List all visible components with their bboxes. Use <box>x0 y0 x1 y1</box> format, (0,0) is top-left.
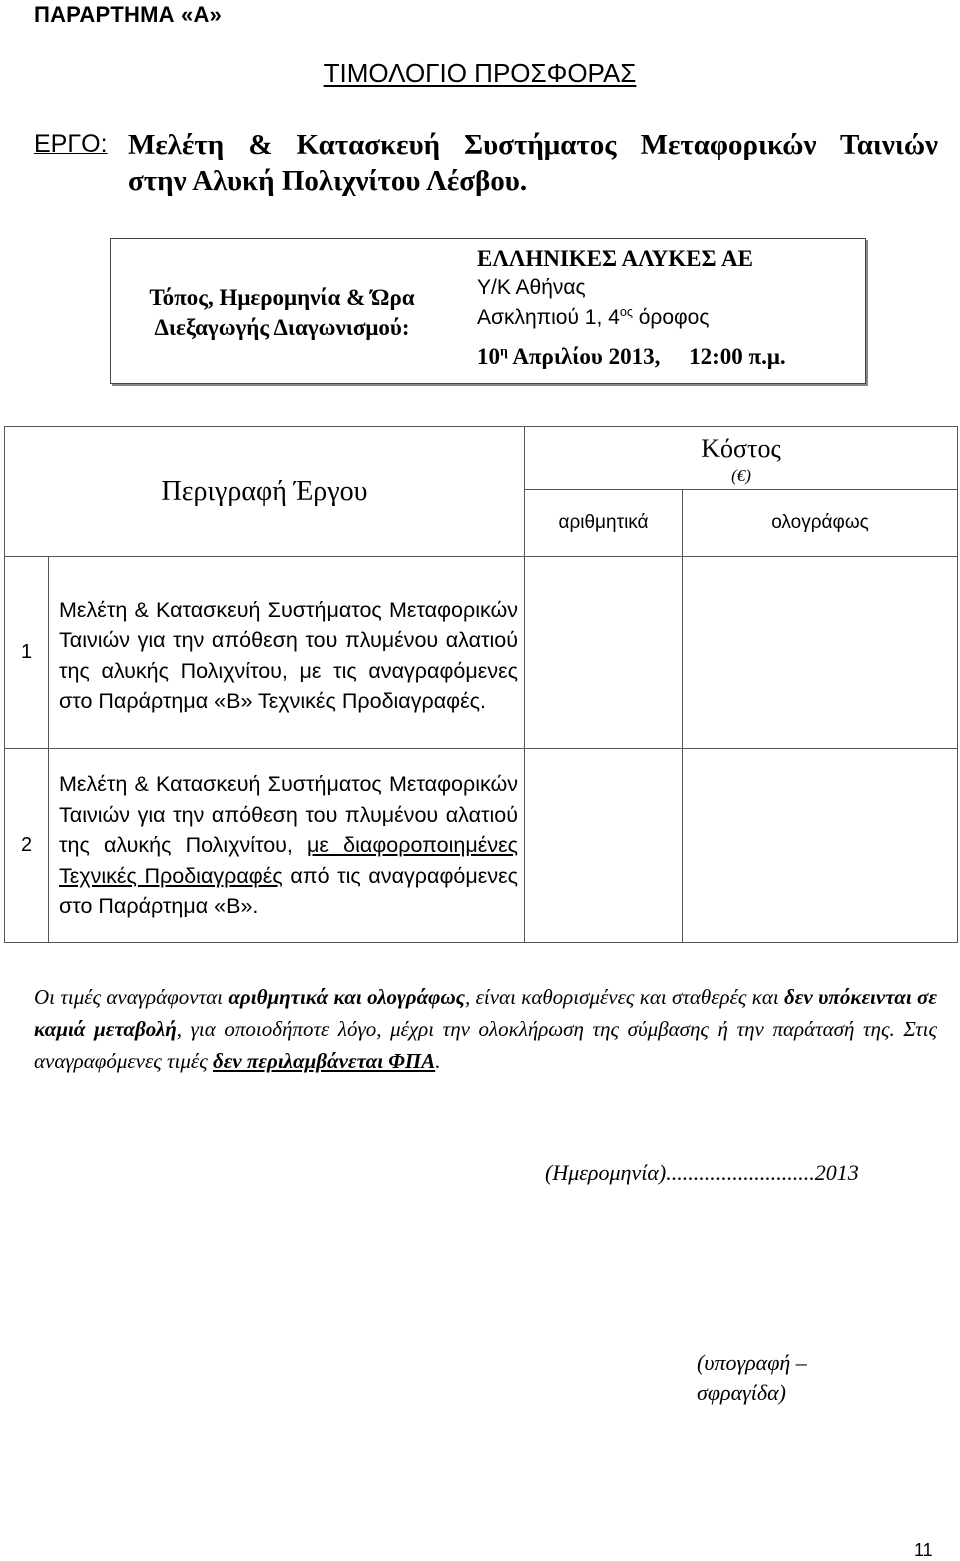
address-floor: όροφος <box>632 306 710 329</box>
tender-office: Υ/Κ Αθήνας <box>477 276 586 299</box>
offer-table <box>4 426 958 943</box>
cost-unit: (€) <box>731 466 751 485</box>
row-description <box>49 749 525 943</box>
project-label <box>34 130 108 159</box>
price-numeric-cell[interactable] <box>525 557 683 749</box>
terms-bold: δεν υπόκεινται σε καμιά μεταβολή <box>34 985 937 1041</box>
price-numeric-cell[interactable] <box>525 749 683 943</box>
address-ordinal: ος <box>619 305 633 319</box>
row-description-underlined: με διαφοροποιημένες Τεχνικές Προδιαγραφές <box>59 833 519 888</box>
terms-text: Οι τιμές αναγράφονται <box>34 985 229 1009</box>
table-row <box>5 557 958 749</box>
document-title-text: ΤΙΜΟΛΟΓΙΟ ΠΡΟΣΦΟΡΑΣ <box>323 58 637 88</box>
signature-line2: σφραγίδα) <box>697 1380 787 1405</box>
row-number: 1 <box>5 557 49 749</box>
description-header: Περιγραφή Έργου <box>5 427 525 557</box>
row-number: 2 <box>5 749 49 943</box>
words-column-header: ολογράφως <box>683 490 958 557</box>
page-number: 11 <box>914 1540 933 1560</box>
tender-info-label-line1: Τόπος, Ημερομηνία & Ώρα <box>149 285 415 310</box>
cost-header-text: Κόστος <box>701 434 781 463</box>
date-placeholder: (Ημερομηνία)...........................2013 <box>545 1160 859 1185</box>
tender-info-box <box>110 238 866 384</box>
cost-header <box>525 427 958 490</box>
tender-org: ΕΛΛΗΝΙΚΕΣ ΑΛΥΚΕΣ ΑΕ <box>477 246 753 271</box>
pricing-terms <box>34 981 937 1077</box>
address-text: Ασκληπιού 1, 4 <box>477 306 620 329</box>
project-label-text: ΕΡΓΟ: <box>34 130 108 158</box>
appendix-heading: ΠΑΡΑΡΤΗΜΑ «Α» <box>34 2 222 27</box>
row-description-part2: από τις αναγραφόμενες στο Παράρτημα «Β». <box>59 863 519 919</box>
price-words-cell[interactable] <box>683 557 958 749</box>
date-ordinal: η <box>500 343 508 359</box>
tender-info-label-line2: Διεξαγωγής Διαγωνισμού: <box>154 315 410 340</box>
numeric-column-header: αριθμητικά <box>525 490 683 557</box>
date-rest: Απριλίου 2013, 12:00 π.μ. <box>507 344 786 369</box>
tender-info-label <box>111 283 453 343</box>
terms-text: , για οποιοδήποτε λόγο, μέχρι την ολοκλήρωση της σύμβασης ή την παράτασή της. Στις αναγραφόμενες τιμές <box>34 1017 937 1073</box>
date-day: 10 <box>477 344 500 369</box>
terms-bold-underlined: δεν περιλαμβάνεται ΦΠΑ <box>212 1049 436 1073</box>
table-row <box>5 749 958 943</box>
row-description-part1: Μελέτη & Κατασκευή Συστήματος Μεταφορικών Ταινιών για την απόθεση του πλυμένου αλατιού της αλυκής Πολιχνίτου, <box>59 772 519 858</box>
price-words-cell[interactable] <box>683 749 958 943</box>
project-title-line1: Μελέτη & Κατασκευή Συστήματος Μεταφορικών Ταινιών <box>128 129 938 161</box>
terms-text: , είναι καθορισμένες και σταθερές και <box>465 985 785 1009</box>
project-title-line2: στην Αλυκή Πολιχνίτου Λέσβου. <box>128 165 528 197</box>
terms-bold: αριθμητικά και ολογράφως <box>228 985 466 1009</box>
row-description: Μελέτη & Κατασκευή Συστήματος Μεταφορικών Ταινιών για την απόθεση του πλυμένου αλατιού της αλυκής Πολιχνίτου, με τις αναγραφόμενες στο Παράρτημα «Β» Τεχνικές Προδιαγραφές. <box>49 557 525 749</box>
tender-address <box>477 306 709 330</box>
document-title <box>0 58 960 89</box>
signature-line1: (υπογραφή – <box>697 1350 807 1375</box>
terms-text: . <box>435 1049 441 1073</box>
tender-date <box>477 344 786 370</box>
signature-placeholder <box>697 1348 847 1408</box>
